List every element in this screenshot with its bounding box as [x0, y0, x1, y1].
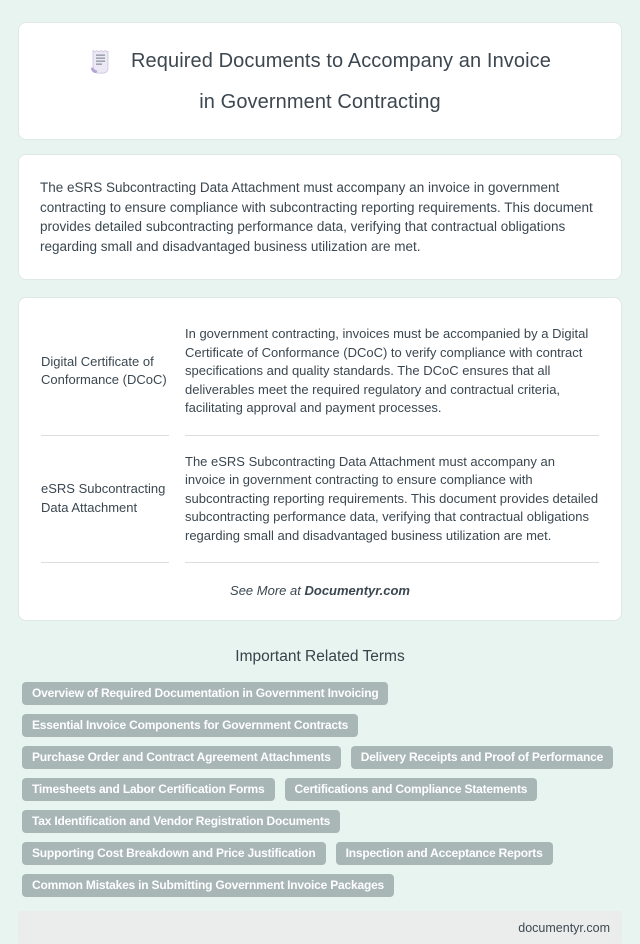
- related-terms-list: [0, 682, 640, 897]
- intro-card: [18, 154, 622, 280]
- term-label: eSRS Subcontracting Data Attachment: [41, 481, 166, 515]
- footer-bar: [18, 911, 622, 944]
- related-term-tag[interactable]: Essential Invoice Components for Government Contracts: [22, 714, 358, 737]
- term-cell: [41, 436, 169, 564]
- term-description: The eSRS Subcontracting Data Attachment must accompany an invoice in government contracting to ensure compliance with subcontracting reporting requirements. This document provides detailed subcontracting performance data, verifying that contractual obligations regarding small and disadvantaged business utilization are met.: [185, 453, 599, 543]
- related-term-tag[interactable]: Delivery Receipts and Proof of Performance: [351, 746, 613, 769]
- brand-name: Documentyr.com: [304, 583, 410, 598]
- related-term-tag[interactable]: Overview of Required Documentation in Government Invoicing: [22, 682, 388, 705]
- related-term-tag[interactable]: Certifications and Compliance Statements: [285, 778, 538, 801]
- page-title: [39, 45, 601, 119]
- intro-paragraph: The eSRS Subcontracting Data Attachment must accompany an invoice in government contracting to ensure compliance with subcontracting reporting requirements. This document provides detailed subcontracting performance data, verifying that contractual obligations regarding small and disadvantaged business utilization are met.: [40, 180, 593, 254]
- header-card: [18, 22, 622, 140]
- description-cell: [185, 308, 599, 436]
- title-line-2: in Government Contracting: [199, 91, 441, 113]
- footer-site-text: documentyr.com: [518, 921, 610, 935]
- description-cell: [185, 436, 599, 564]
- tag-row: [22, 714, 618, 737]
- related-term-tag[interactable]: Purchase Order and Contract Agreement Attachments: [22, 746, 341, 769]
- term-cell: [41, 308, 169, 436]
- tag-row: [22, 778, 618, 801]
- related-term-tag[interactable]: Common Mistakes in Submitting Government Invoice Packages: [22, 874, 394, 897]
- related-term-tag[interactable]: Supporting Cost Breakdown and Price Justification: [22, 842, 326, 865]
- see-more-line: [41, 563, 599, 604]
- tag-row: [22, 746, 618, 769]
- related-terms-heading: Important Related Terms: [235, 648, 405, 665]
- table-row: [41, 436, 599, 564]
- glossary-card: [18, 297, 622, 621]
- term-label: Digital Certificate of Conformance (DCoC): [41, 353, 167, 388]
- related-term-tag[interactable]: Tax Identification and Vendor Registration Documents: [22, 810, 340, 833]
- tag-row: [22, 810, 618, 833]
- tag-row: [22, 874, 618, 897]
- related-term-tag[interactable]: Inspection and Acceptance Reports: [336, 842, 553, 865]
- tag-row: [22, 682, 618, 705]
- tag-row: [22, 842, 618, 865]
- see-more-prefix: See More at: [230, 583, 301, 598]
- related-term-tag[interactable]: Timesheets and Labor Certification Forms: [22, 778, 275, 801]
- receipt-icon: [89, 49, 111, 76]
- term-description: In government contracting, invoices must be accompanied by a Digital Certificate of Conformance (DCoC) to verify compliance with contract specifications and quality standards. The DCoC ensures that all deliverables meet the required regulatory and contractual criteria, facilitating approval and payment processes.: [185, 326, 589, 415]
- table-row: [41, 308, 599, 436]
- title-line-1: Required Documents to Accompany an Invoice: [131, 50, 551, 72]
